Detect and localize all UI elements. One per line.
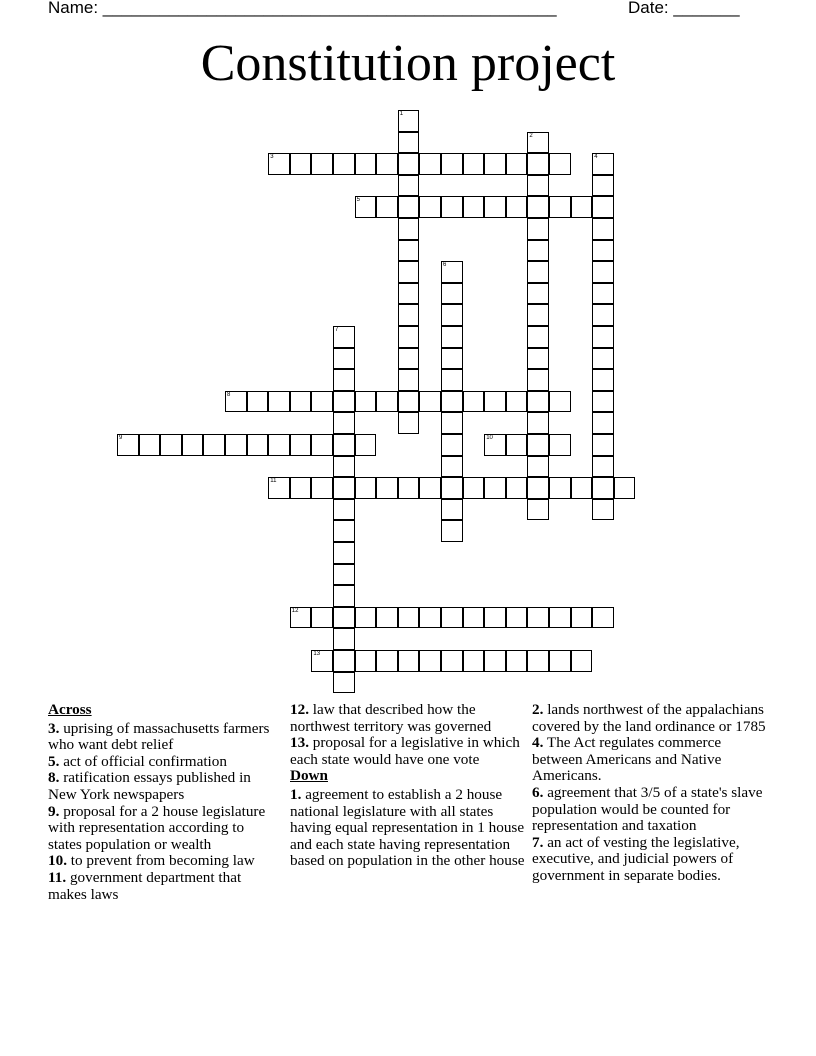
crossword-cell[interactable] <box>614 477 636 499</box>
clue-number-label: 4 <box>594 154 598 161</box>
crossword-cell[interactable] <box>398 607 420 629</box>
crossword-cell[interactable] <box>333 564 355 586</box>
crossword-cell[interactable] <box>463 607 485 629</box>
crossword-cell[interactable] <box>506 650 528 672</box>
crossword-cell[interactable] <box>311 477 333 499</box>
crossword-cell[interactable] <box>311 391 333 413</box>
crossword-cell[interactable] <box>527 369 549 391</box>
crossword-cell[interactable] <box>441 412 463 434</box>
crossword-cell[interactable] <box>527 196 549 218</box>
crossword-cell[interactable] <box>182 434 204 456</box>
crossword-cell[interactable] <box>592 369 614 391</box>
crossword-cell[interactable] <box>527 499 549 521</box>
crossword-cell[interactable] <box>398 240 420 262</box>
crossword-cell[interactable] <box>484 391 506 413</box>
clue-down-4 <box>532 735 768 785</box>
clue-text: law that described how the northwest territory was governed <box>290 701 492 735</box>
crossword-cell[interactable] <box>506 391 528 413</box>
crossword-cell[interactable] <box>592 283 614 305</box>
crossword-cell[interactable] <box>398 153 420 175</box>
crossword-cell[interactable] <box>441 607 463 629</box>
crossword-cell[interactable] <box>592 304 614 326</box>
clue-text: uprising of massachusetts farmers who want debt relief <box>48 719 270 754</box>
crossword-cell[interactable] <box>463 196 485 218</box>
crossword-cell[interactable] <box>419 650 441 672</box>
crossword-cell[interactable] <box>484 196 506 218</box>
crossword-cell[interactable] <box>419 196 441 218</box>
crossword-cell[interactable] <box>592 499 614 521</box>
clue-across-5 <box>48 754 280 771</box>
crossword-cell[interactable] <box>441 153 463 175</box>
crossword-cell[interactable] <box>398 218 420 240</box>
clue-number-label: 1 <box>399 111 404 117</box>
crossword-cell[interactable] <box>398 412 420 434</box>
clue-across-13 <box>290 735 526 768</box>
crossword-cell[interactable] <box>398 348 420 370</box>
crossword-cell[interactable] <box>333 672 355 694</box>
crossword-cell[interactable] <box>506 607 528 629</box>
crossword-cell[interactable] <box>311 153 333 175</box>
clue-number-label: 13 <box>313 651 321 657</box>
crossword-cell[interactable] <box>484 477 506 499</box>
crossword-cell[interactable] <box>592 153 614 175</box>
crossword-cell[interactable] <box>592 218 614 240</box>
crossword-cell[interactable] <box>398 650 420 672</box>
crossword-cell[interactable] <box>398 261 420 283</box>
crossword-cell[interactable] <box>463 650 485 672</box>
crossword-cell[interactable] <box>333 628 355 650</box>
crossword-cell[interactable] <box>160 434 182 456</box>
crossword-cell[interactable] <box>527 261 549 283</box>
crossword-cell[interactable] <box>441 434 463 456</box>
crossword-cell[interactable] <box>571 477 593 499</box>
crossword-cell[interactable] <box>527 348 549 370</box>
crossword-cell[interactable] <box>398 326 420 348</box>
clue-down-1 <box>290 787 526 870</box>
crossword-cell[interactable] <box>333 412 355 434</box>
crossword-cell[interactable] <box>376 196 398 218</box>
crossword-cell[interactable] <box>527 412 549 434</box>
crossword-cell[interactable] <box>484 434 506 456</box>
crossword-cell[interactable] <box>441 326 463 348</box>
crossword-cell[interactable] <box>419 391 441 413</box>
crossword-cell[interactable] <box>441 520 463 542</box>
crossword-cell[interactable] <box>398 196 420 218</box>
clue-text: ratification essays published in New York newspapers <box>48 769 251 803</box>
crossword-cell[interactable] <box>311 607 333 629</box>
crossword-cell[interactable] <box>333 434 355 456</box>
clue-number: 6. <box>532 783 544 801</box>
crossword-cell[interactable] <box>268 153 290 175</box>
clue-text: an act of vesting the legislative, executive, and judicial powers of government in separate bodies. <box>532 833 740 884</box>
clue-down-6 <box>532 785 768 835</box>
crossword-cell[interactable] <box>592 456 614 478</box>
crossword-cell[interactable] <box>355 391 377 413</box>
crossword-cell[interactable] <box>290 607 312 629</box>
clue-number-label: 8 <box>227 391 231 398</box>
crossword-cell[interactable] <box>203 434 225 456</box>
crossword-cell[interactable] <box>398 110 420 132</box>
clue-number-label: 11 <box>270 478 277 485</box>
crossword-cell[interactable] <box>506 196 528 218</box>
clue-number-label: 6 <box>443 262 447 269</box>
clue-text: proposal for a 2 house legislature with representation according to states population or wealth <box>48 802 266 853</box>
crossword-cell[interactable] <box>484 650 506 672</box>
crossword-cell[interactable] <box>527 607 549 629</box>
crossword-cell[interactable] <box>441 283 463 305</box>
crossword-cell[interactable] <box>268 477 290 499</box>
crossword-cell[interactable] <box>225 434 247 456</box>
crossword-cell[interactable] <box>419 153 441 175</box>
crossword-cell[interactable] <box>333 456 355 478</box>
crossword-cell[interactable] <box>333 326 355 348</box>
clues-column-1 <box>48 702 280 903</box>
crossword-cell[interactable] <box>592 240 614 262</box>
crossword-cell[interactable] <box>441 348 463 370</box>
crossword-cell[interactable] <box>463 477 485 499</box>
crossword-cell[interactable] <box>311 434 333 456</box>
page-title: Constitution project <box>200 35 616 92</box>
crossword-cell[interactable] <box>398 175 420 197</box>
clue-text: agreement to establish a 2 house national legislature with all states having equal representation in 1 house and each state having representation based on population in the other house <box>290 785 525 870</box>
crossword-cell[interactable] <box>506 477 528 499</box>
clue-number: 5. <box>48 752 60 770</box>
crossword-cell[interactable] <box>527 304 549 326</box>
crossword-cell[interactable] <box>333 607 355 629</box>
crossword-cell[interactable] <box>527 391 549 413</box>
crossword-cell[interactable] <box>290 153 312 175</box>
crossword-cell[interactable] <box>592 196 614 218</box>
crossword-cell[interactable] <box>290 477 312 499</box>
clue-number-label: 10 <box>486 435 493 441</box>
crossword-cell[interactable] <box>376 391 398 413</box>
crossword-cell[interactable] <box>247 434 269 456</box>
name-field: Name: ________________________________________________ <box>48 0 557 17</box>
crossword-cell[interactable] <box>333 153 355 175</box>
crossword-cell[interactable] <box>333 477 355 499</box>
crossword-cell[interactable] <box>333 369 355 391</box>
clue-across-8 <box>48 770 280 803</box>
clue-number-label: 5 <box>356 197 360 204</box>
crossword-cell[interactable] <box>333 499 355 521</box>
crossword-cell[interactable] <box>333 348 355 370</box>
clues-column-2 <box>290 702 526 870</box>
clue-text: act of official confirmation <box>63 752 227 770</box>
crossword-cell[interactable] <box>592 326 614 348</box>
crossword-cell[interactable] <box>527 153 549 175</box>
crossword-cell[interactable] <box>419 607 441 629</box>
clue-text: lands northwest of the appalachians covered by the land ordinance or 1785 <box>532 701 766 735</box>
crossword-cell[interactable] <box>355 477 377 499</box>
crossword-cell[interactable] <box>441 477 463 499</box>
clue-number: 9. <box>48 802 60 820</box>
clue-across-11 <box>48 870 280 903</box>
clue-number: 2. <box>532 701 544 718</box>
crossword-cell[interactable] <box>333 650 355 672</box>
crossword-cell[interactable] <box>463 153 485 175</box>
clue-across-3 <box>48 721 280 754</box>
crossword-cell[interactable] <box>376 477 398 499</box>
crossword-cell[interactable] <box>398 369 420 391</box>
crossword-cell[interactable] <box>333 585 355 607</box>
crossword-cell[interactable] <box>376 607 398 629</box>
crossword-cell[interactable] <box>398 304 420 326</box>
crossword-cell[interactable] <box>549 607 571 629</box>
crossword-cell[interactable] <box>527 650 549 672</box>
clue-number-label: 12 <box>291 607 299 614</box>
clue-number: 12. <box>290 701 309 718</box>
clue-number-label: 9 <box>119 435 123 441</box>
crossword-cell[interactable] <box>592 434 614 456</box>
crossword-cell[interactable] <box>441 261 463 283</box>
crossword-cell[interactable] <box>592 477 614 499</box>
clue-number: 8. <box>48 769 60 787</box>
clue-text: proposal for a legislative in which each state would have one vote <box>290 734 520 768</box>
crossword-cell[interactable] <box>527 240 549 262</box>
clue-number: 7. <box>532 833 544 851</box>
clue-number-label: 2 <box>529 132 533 139</box>
crossword-cell[interactable] <box>549 434 571 456</box>
crossword-cell[interactable] <box>290 391 312 413</box>
crossword-cell[interactable] <box>441 304 463 326</box>
crossword-cell[interactable] <box>571 650 593 672</box>
clue-text: to prevent from becoming law <box>70 852 255 870</box>
clue-number-label: 7 <box>335 327 339 333</box>
crossword-cell[interactable] <box>290 434 312 456</box>
crossword-cell[interactable] <box>592 261 614 283</box>
clue-number: 10. <box>48 852 67 870</box>
crossword-cell[interactable] <box>139 434 161 456</box>
crossword-cell[interactable] <box>484 153 506 175</box>
crossword-cell[interactable] <box>441 391 463 413</box>
clue-across-10 <box>48 853 280 870</box>
crossword-cell[interactable] <box>355 607 377 629</box>
clue-across-9 <box>48 804 280 854</box>
crossword-cell[interactable] <box>398 132 420 154</box>
crossword-cell[interactable] <box>571 607 593 629</box>
crossword-cell[interactable] <box>506 434 528 456</box>
crossword-cell[interactable] <box>441 369 463 391</box>
crossword-cell[interactable] <box>117 434 139 456</box>
crossword-cell[interactable] <box>419 477 441 499</box>
crossword-cell[interactable] <box>355 196 377 218</box>
crossword-cell[interactable] <box>268 434 290 456</box>
crossword-cell[interactable] <box>333 391 355 413</box>
crossword-cell[interactable] <box>527 132 549 154</box>
crossword-cell[interactable] <box>549 650 571 672</box>
crossword-cell[interactable] <box>355 153 377 175</box>
crossword-cell[interactable] <box>441 650 463 672</box>
crossword-cell[interactable] <box>311 650 333 672</box>
clue-down-7 <box>532 835 768 885</box>
clue-number-label: 3 <box>270 154 274 161</box>
crossword-cell[interactable] <box>527 175 549 197</box>
crossword-cell[interactable] <box>549 391 571 413</box>
crossword-cell[interactable] <box>333 542 355 564</box>
crossword-cell[interactable] <box>592 391 614 413</box>
crossword-cell[interactable] <box>268 391 290 413</box>
clue-number: 13. <box>290 734 309 752</box>
crossword-cell[interactable] <box>527 326 549 348</box>
clues-column-3 <box>532 702 768 885</box>
crossword-cell[interactable] <box>527 434 549 456</box>
clue-across-12 <box>290 702 526 735</box>
crossword-cell[interactable] <box>355 434 377 456</box>
clue-text: agreement that 3/5 of a state's slave population would be counted for representation and taxation <box>532 783 763 835</box>
clue-number: 1. <box>290 785 302 803</box>
clue-number: 4. <box>532 734 544 752</box>
crossword-cell[interactable] <box>441 196 463 218</box>
crossword-cell[interactable] <box>592 175 614 197</box>
crossword-cell[interactable] <box>398 391 420 413</box>
crossword-cell[interactable] <box>398 283 420 305</box>
crossword-cell[interactable] <box>333 520 355 542</box>
crossword-cell[interactable] <box>527 456 549 478</box>
crossword-cell[interactable] <box>247 391 269 413</box>
clue-number: 3. <box>48 719 60 737</box>
crossword-cell[interactable] <box>592 607 614 629</box>
crossword-cell[interactable] <box>527 218 549 240</box>
crossword-cell[interactable] <box>484 607 506 629</box>
crossword-cell[interactable] <box>592 348 614 370</box>
crossword-cell[interactable] <box>592 412 614 434</box>
crossword-cell[interactable] <box>527 283 549 305</box>
across-heading: Across <box>48 701 92 718</box>
crossword-cell[interactable] <box>376 153 398 175</box>
date-field: Date: _______ <box>628 0 740 17</box>
crossword-cell[interactable] <box>549 153 571 175</box>
crossword-cell[interactable] <box>549 196 571 218</box>
crossword-cell[interactable] <box>571 196 593 218</box>
crossword-cell[interactable] <box>441 456 463 478</box>
crossword-cell[interactable] <box>225 391 247 413</box>
crossword-cell[interactable] <box>549 477 571 499</box>
clue-text: The Act regulates commerce between Americans and Native Americans. <box>532 734 722 785</box>
crossword-cell[interactable] <box>506 153 528 175</box>
down-heading: Down <box>290 767 328 785</box>
crossword-cell[interactable] <box>441 499 463 521</box>
clue-text: government department that makes laws <box>48 868 242 903</box>
crossword-cell[interactable] <box>463 391 485 413</box>
crossword-cell[interactable] <box>376 650 398 672</box>
crossword-cell[interactable] <box>527 477 549 499</box>
crossword-cell[interactable] <box>355 650 377 672</box>
clue-number: 11. <box>48 868 67 886</box>
crossword-cell[interactable] <box>398 477 420 499</box>
clue-down-2 <box>532 702 768 735</box>
